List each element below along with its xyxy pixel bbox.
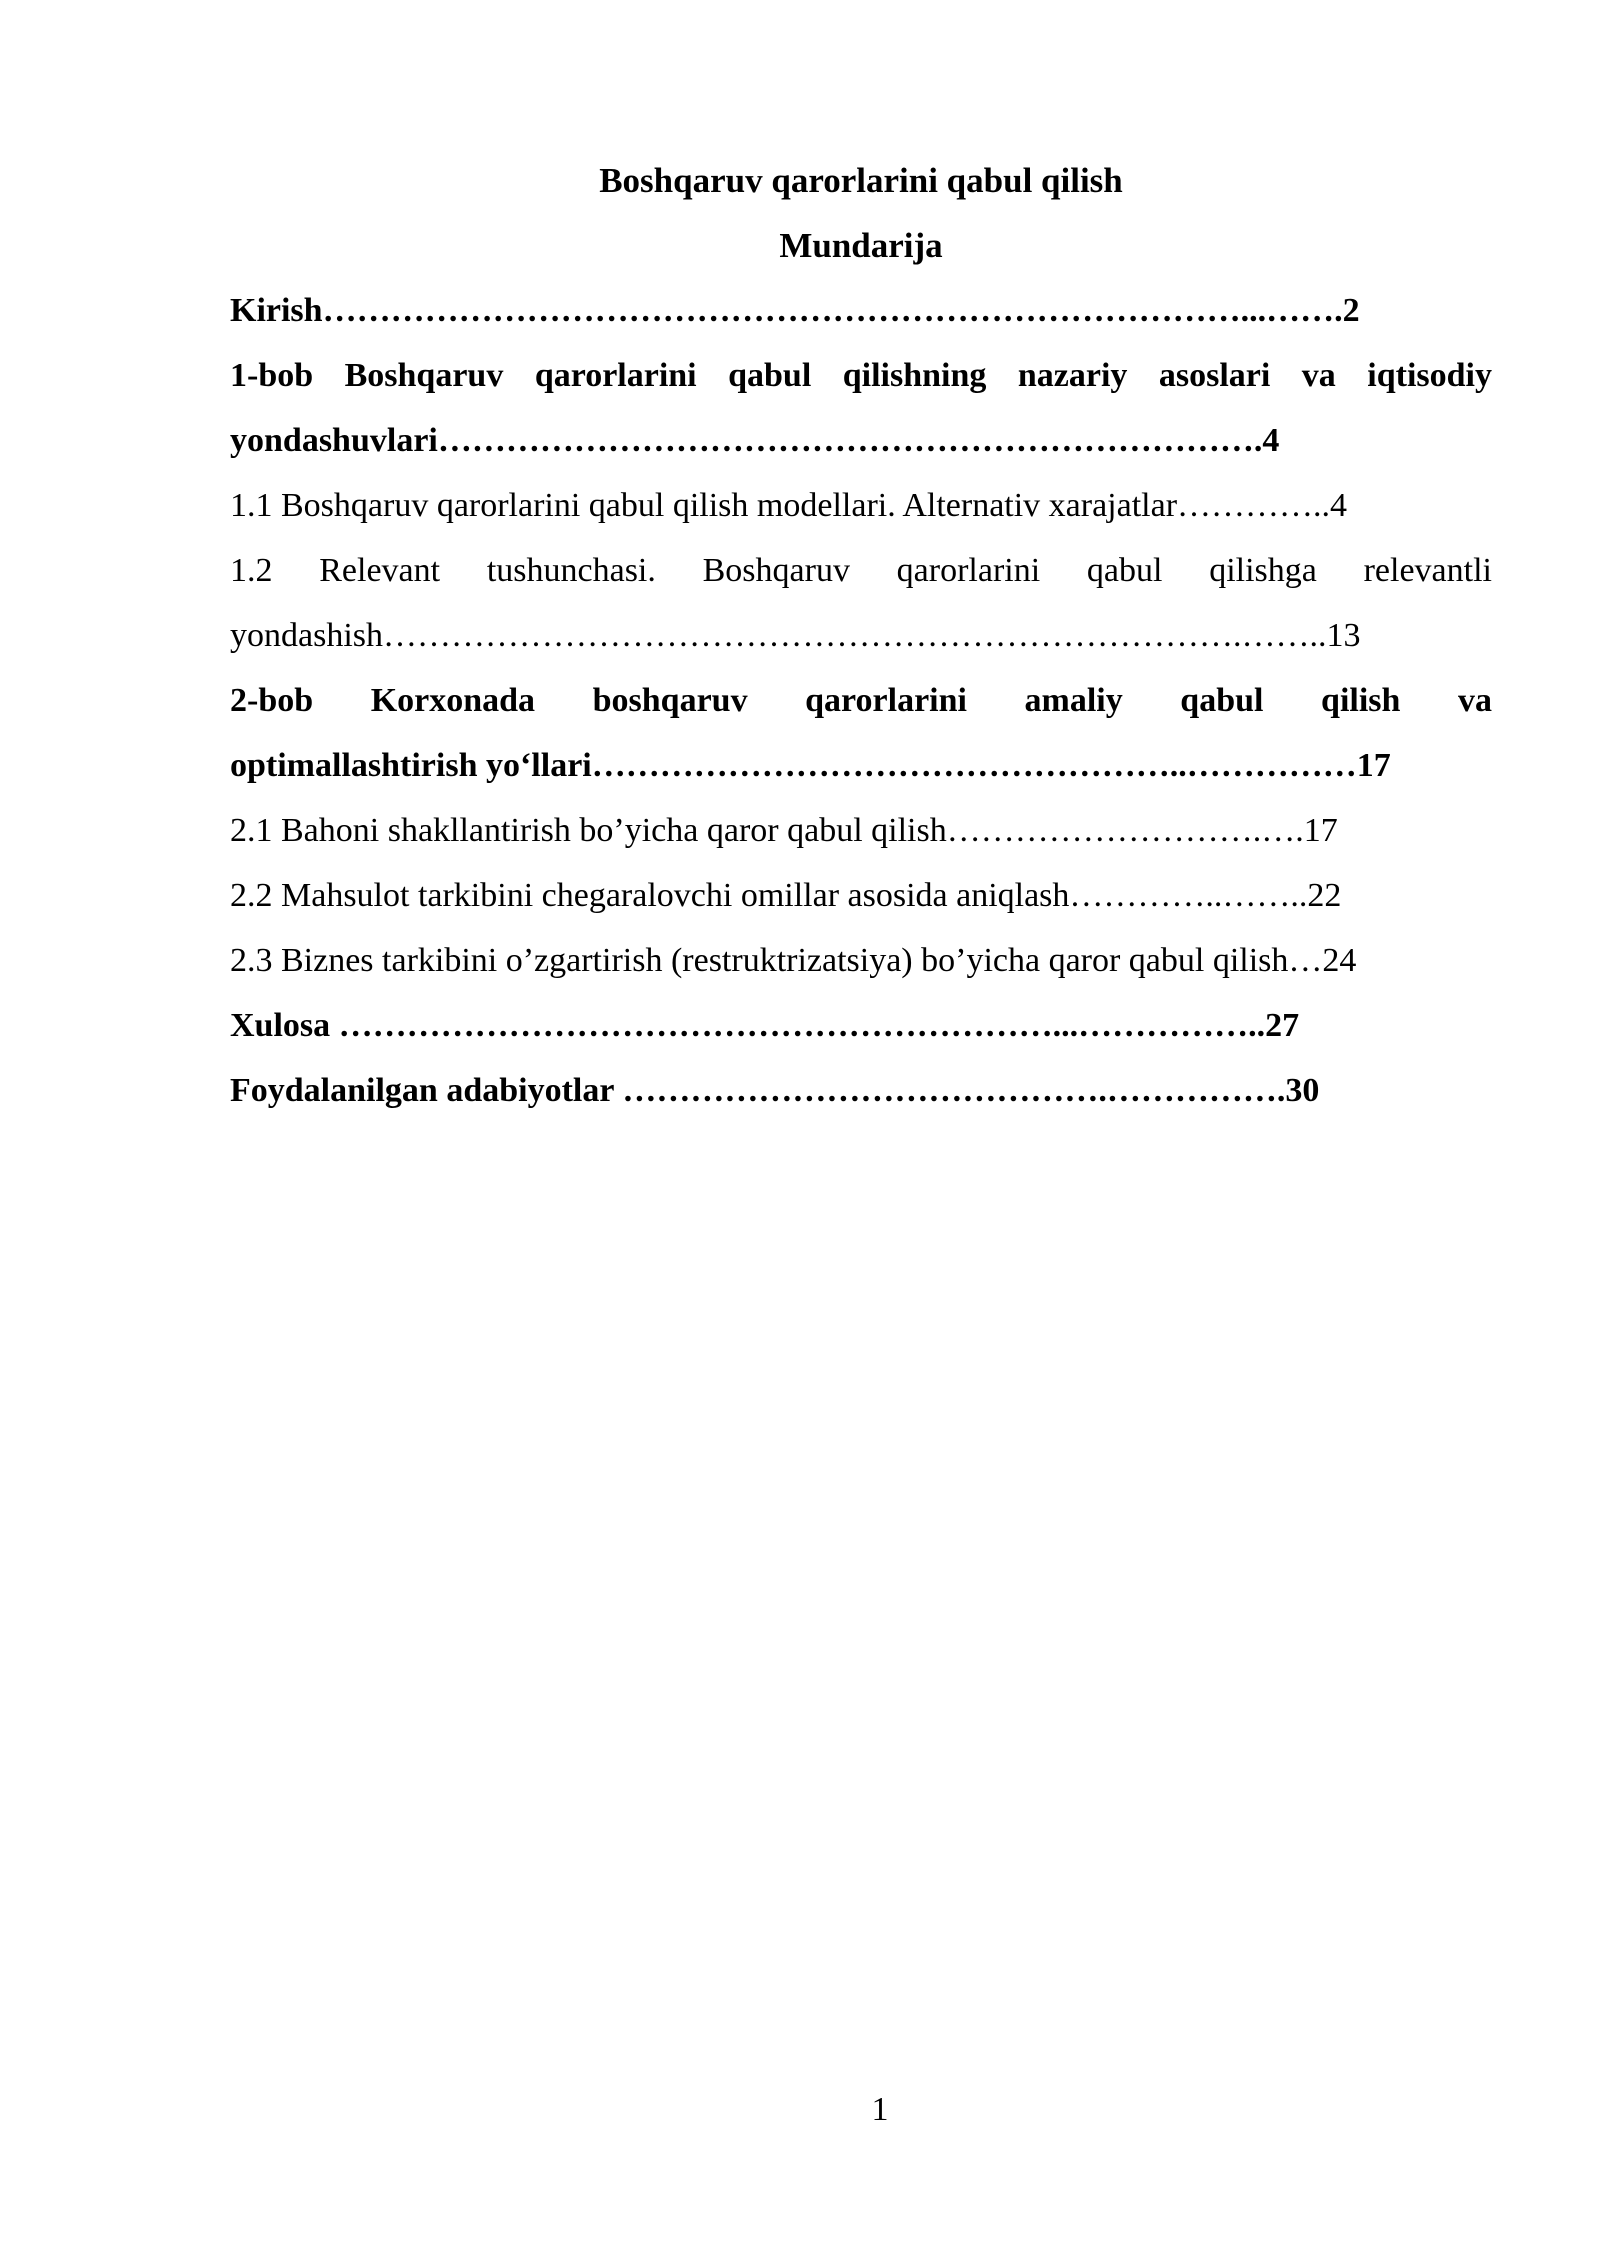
toc-heading: Mundarija xyxy=(779,226,943,265)
toc-entry-chapter-1-line-1: 1-bob Boshqaruv qarorlarini qabul qilishning nazariy asoslari va iqtisodiy xyxy=(230,357,1492,394)
toc-entry-chapter-2-line-1: 2-bob Korxonada boshqaruv qarorlarini amaliy qabul qilish va xyxy=(230,682,1492,719)
toc-entry-xulosa: Xulosa ………………………………………………………...……………..27 xyxy=(230,1007,1300,1044)
toc-entry-1-2-line-2: yondashish………………………………………………………………….……..13 xyxy=(230,617,1361,654)
toc-entry-1-2-line-1: 1.2 Relevant tushunchasi. Boshqaruv qarorlarini qabul qilishga relevantli xyxy=(230,552,1492,589)
toc-entry-2-1: 2.1 Bahoni shakllantirish bo’yicha qaror qabul qilish……………………….….17 xyxy=(230,812,1338,849)
toc-entry-chapter-2-line-2: optimallashtirish yo‘llari……………………………………………..……………17 xyxy=(230,747,1391,784)
document-content xyxy=(230,148,1492,1123)
toc-entry-bibliography: Foydalanilgan adabiyotlar …………………………………….…………….30 xyxy=(230,1072,1320,1109)
toc-entry-kirish: Kirish………………………………………………………………………...…….2 xyxy=(230,292,1360,329)
toc-entry-chapter-1-line-2: yondashuvlari……………………………………………………………….4 xyxy=(230,422,1280,459)
page-number: 1 xyxy=(871,2091,889,2128)
toc-entry-1-1: 1.1 Boshqaruv qarorlarini qabul qilish modellari. Alternativ xarajatlar…………..4 xyxy=(230,487,1348,524)
toc-entry-2-3: 2.3 Biznes tarkibini o’zgartirish (restruktrizatsiya) bo’yicha qaror qabul qilish…24 xyxy=(230,942,1357,979)
toc-entry-2-2: 2.2 Mahsulot tarkibini chegaralovchi omillar asosida aniqlash…………..……..22 xyxy=(230,877,1342,914)
document-title: Boshqaruv qarorlarini qabul qilish xyxy=(599,161,1123,200)
